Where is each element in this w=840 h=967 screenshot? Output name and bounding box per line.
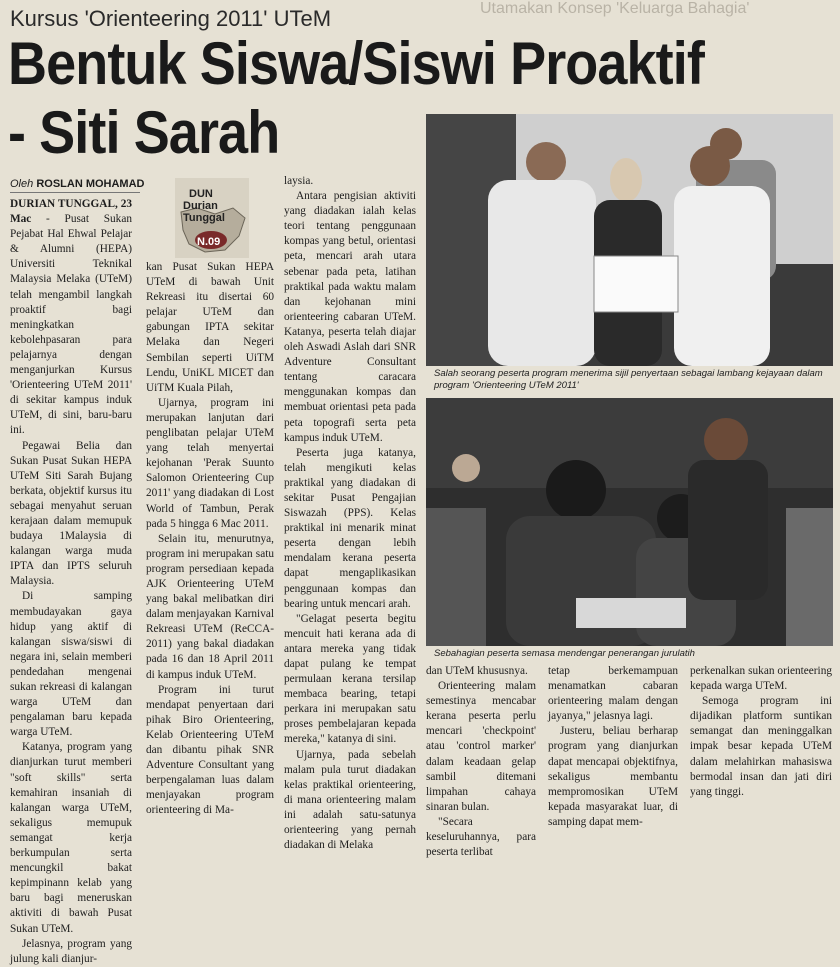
paragraph: Ujarnya, pada sebelah malam pula turut diadakan kelas praktikal orienteering, di mana orienteering malam ini adalah satu-satunya orienteering yang pernah diadakan di Melaka — [284, 748, 416, 852]
byline-author: ROSLAN MOHAMAD — [36, 178, 145, 190]
paragraph: Antara pengisian aktiviti yang diadakan ialah kelas teori tentang penggunaan kompas yang betul, orientasi peta, mencari arah utara sebenar pada peta, latihan praktikal pada waktu malam dan kejohanan mini orienteering cabaran UTeM. Katanya, peserta telah diajar oleh Aswadi Aslah dari SNR Adventure Consultant tentang caracara menggunakan kompas dan membuat orientasi peta pada peta topografi serta peta kampus induk UTeM. — [284, 190, 416, 444]
paragraph: Ujarnya, program ini merupakan lanjutan dari penglibatan pelajar UTeM yang telah menyertai kejohanan 'Perak Suunto Salomon Orienteering Cup 2011' yang diadakan di Lost World of Tambun, Perak pada 5 hingga 6 Mac 2011. — [146, 396, 274, 530]
paragraph: kan Pusat Sukan HEPA UTeM di bawah Unit Rekreasi itu disertai 60 pelajar UTeM dan gabungan IPTA sekitar Melaka dan Negeri Sembilan seperti UiTM Lendu, UniKL MICET dan UiTM Kuala Pilah, — [146, 261, 274, 394]
adjacent-article-headline: Utamakan Konsep 'Keluarga Bahagia' — [480, 0, 750, 17]
column-3 — [284, 174, 416, 852]
paragraph: "Secara keseluruhannya, para peserta terlibat — [426, 815, 536, 859]
photo-caption-2: Sebahagian peserta semasa mendengar penerangan jurulatih — [434, 648, 695, 659]
certificate-photo-illustration — [426, 114, 833, 366]
logo-label-name: Durian Tunggal — [183, 200, 225, 224]
paragraph: Peserta juga katanya, telah mengikuti kelas praktikal yang diadakan di sekitar Pusat Pengajian Siswazah (PPS). Kelas praktikal ini menarik minat peserta dengan lebih mendalam kerana peserta dapat mengaplikasikan penggunaan kompas dan bearing untuk mencari arah. — [284, 446, 416, 610]
paragraph-text: - Pusat Sukan Pejabat Hal Ehwal Pelajar & Alumni (HEPA) Universiti Teknikal Malaysia Melaka (UTeM) telah mengambil langkah proaktif bagi meningkatkan kebolehpasaran para pelajarnya dengan menganjurkan Kursus 'Orienteering UTeM 2011' di sekitar kampus induk UTeM, di sini, baru-baru ini. — [10, 213, 132, 437]
byline-prefix: Oleh — [10, 178, 34, 190]
column-1 — [10, 197, 132, 965]
dateline: DURIAN TUNGGAL, 23 Mac — [10, 198, 132, 226]
paragraph: Katanya, program yang dianjurkan turut memberi "soft skills" serta kemahiran insaniah di kalangan warga UTeM, sekaligus memupuk semangat kerja berkumpulan serta mencungkil bakat kepimpinann kelab yang baru bagi meneruskan aktiviti di bawah Pusat Sukan UTeM. — [10, 741, 132, 935]
logo-label-dun: DUN — [189, 188, 213, 200]
byline — [10, 178, 145, 193]
constituency-logo — [175, 178, 249, 258]
column-6 — [690, 664, 832, 827]
photo-caption-1: Salah seorang peserta program menerima sijil penyertaan sebagai lambang kejayaan dalam program 'Orienteering UTeM 2011' — [434, 368, 823, 391]
paragraph — [10, 197, 132, 439]
paragraph: Semoga program ini dijadikan platform suntikan semangat dan meninggalkan impak besar kepada UTeM dalam melahirkan mahasiswa bermodal insan dan jati diri yang tinggi. — [690, 695, 832, 798]
column-5 — [548, 664, 678, 827]
headline-line-2: - Siti Sarah — [8, 99, 280, 166]
column-4 — [426, 664, 536, 859]
paragraph: Orienteering malam semestinya mencabar kerana peserta perlu mencari 'checkpoint' atau 'control marker' dalam keadaan gelap sambil ditemani limpahan cahaya sinaran bulan. — [426, 680, 536, 813]
paragraph: Pegawai Belia dan Sukan Pusat Sukan HEPA UTeM Siti Sarah Bujang berkata, objektif kursus itu sebagai menyahut seruan kerajaan dalam memupuk budaya 1Malaysia di kalangan warga muda IPTA dan IPTS seluruh Malaysia. — [10, 439, 132, 588]
logo-code: N.09 — [197, 236, 221, 248]
paragraph: perkenalkan sukan orienteering kepada warga UTeM. — [690, 665, 832, 693]
photo-participants-briefing — [426, 398, 833, 646]
paragraph: Di samping membudayakan gaya hidup yang aktif di kalangan siswa/siswi di negara ini, selain memberi pendedahan mengenai sukan rekreasi di kalangan warga UTeM dan pengalaman baru kepada warga UTeM. — [10, 590, 132, 739]
paragraph: Selain itu, menurutnya, program ini merupakan satu program persediaan kepada AJK Orienteering UTeM yang bakal melibatkan diri dalam menjayakan Karnival Rekreasi UTeM (ReCCA-2011) yang bakal diadakan pada 16 dan 18 April 2011 di kampus induk UTeM. — [146, 532, 274, 681]
paragraph: "Gelagat peserta begitu mencuit hati kerana ada di antara mereka yang tidak dapat pulang ke tempat permulaan kerana tersilap membaca bearing, tetapi perkara ini merupakan satu proses pembelajaran kepada mereka," katanya di sini. — [284, 612, 416, 746]
paragraph: Jelasnya, program yang julung kali dianjur- — [10, 937, 132, 965]
paragraph: Justeru, beliau berharap program yang dianjurkan dapat mencapai objektifnya, sekaligus membantu mempromosikan UTeM kepada masyarakat luar, di samping dapat mem- — [548, 725, 678, 828]
paragraph: laysia. — [284, 175, 314, 187]
kicker: Kursus 'Orienteering 2011' UTeM — [10, 6, 332, 31]
paragraph: Program ini turut mendapat penyertaan dari pihak Biro Orienteering, Kelab Orienteering UTeM dan dibantu pihak SNR Adventure Consultant yang berpengalaman luas dalam menjayakan program orienteering di Ma- — [146, 683, 274, 817]
column-2 — [146, 260, 274, 825]
paragraph: dan UTeM khususnya. — [426, 665, 528, 677]
headline-line-1: Bentuk Siswa/Siswi Proaktif — [8, 30, 704, 97]
briefing-photo-illustration — [426, 398, 833, 646]
photo-certificate-presentation — [426, 114, 833, 366]
paragraph: tetap berkemampuan menamatkan cabaran orienteering malam dengan jayanya," jelasnya lagi. — [548, 665, 678, 723]
